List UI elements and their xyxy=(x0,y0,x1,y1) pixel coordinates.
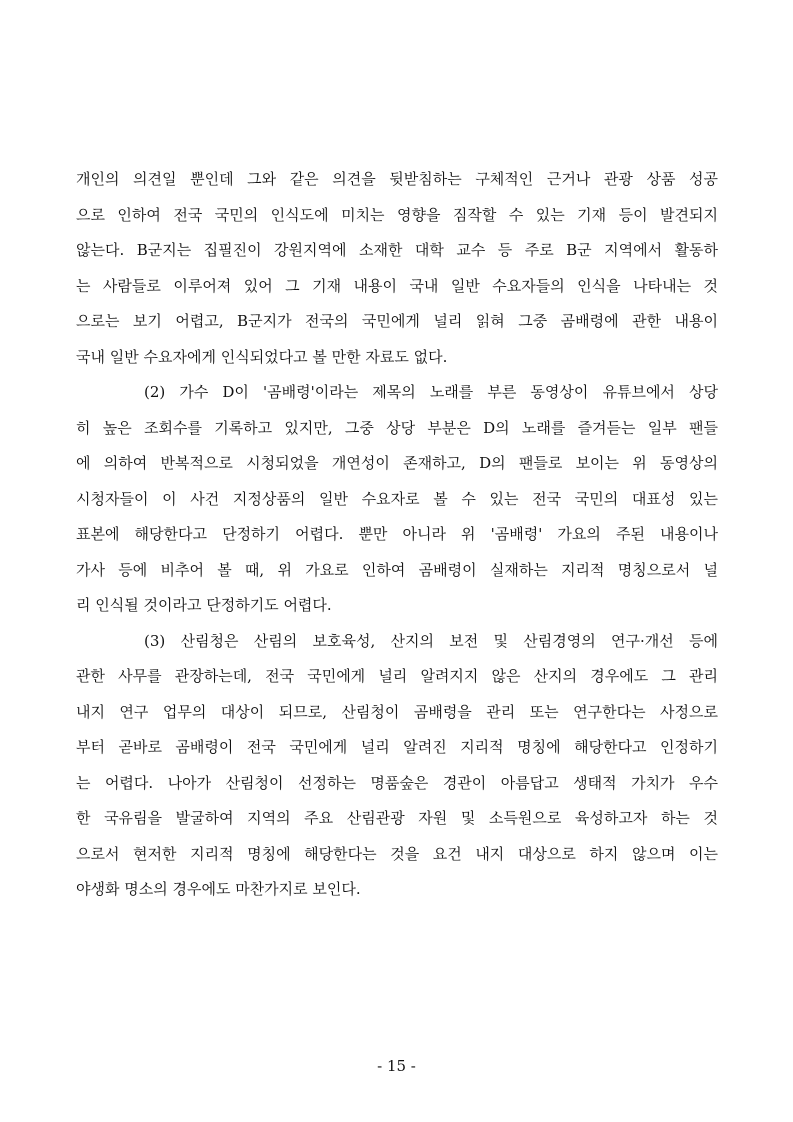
text-line: (3) 산림청은 산림의 보호육성, 산지의 보전 및 산림경영의 연구·개선 등에 xyxy=(144,631,718,650)
document-body xyxy=(76,162,718,908)
text-line: 히 높은 조회수를 기록하고 있지만, 그중 상당 부분은 D의 노래를 즐겨듣는 일부 팬들 xyxy=(76,418,718,437)
paragraph-1 xyxy=(76,162,718,375)
text-line: 않는다. B군지는 집필진이 강원지역에 소재한 대학 교수 등 주로 B군 지역에서 활동하 xyxy=(76,241,718,259)
text-line: 에 의하여 반복적으로 시청되었을 개연성이 존재하고, D의 팬들로 보이는 위 동영상의 xyxy=(76,454,718,472)
paragraph-3 xyxy=(76,624,718,908)
text-line: 으로는 보기 어렵고, B군지가 전국의 국민에게 널리 읽혀 그중 곰배령에 관한 내용이 xyxy=(76,312,718,330)
text-line: 시청자들이 이 사건 지정상품의 일반 수요자로 볼 수 있는 전국 국민의 대표성 있는 xyxy=(76,489,718,508)
text-line: (2) 가수 D이 '곰배령'이라는 제목의 노래를 부른 동영상이 유튜브에서 상당 xyxy=(144,383,718,401)
text-line: 야생화 명소의 경우에도 마찬가지로 보인다. xyxy=(76,880,361,898)
text-line: 으로 인하여 전국 국민의 인식도에 미치는 영향을 짐작할 수 있는 기재 등이 발견되지 xyxy=(76,205,718,224)
text-line: 국내 일반 수요자에게 인식되었다고 볼 만한 자료도 없다. xyxy=(76,347,448,366)
text-line: 부터 곧바로 곰배령이 전국 국민에게 널리 알려진 지리적 명칭에 해당한다고 인정하기 xyxy=(76,738,718,756)
text-line: 관한 사무를 관장하는데, 전국 국민에게 널리 알려지지 않은 산지의 경우에도 그 관리 xyxy=(76,667,718,685)
text-line: 가사 등에 비추어 볼 때, 위 가요로 인하여 곰배령이 실재하는 지리적 명칭으로서 널 xyxy=(76,560,718,579)
text-line: 는 사람들로 이루어져 있어 그 기재 내용이 국내 일반 수요자들의 인식을 나타내는 것 xyxy=(76,276,718,295)
text-line: 내지 연구 업무의 대상이 되므로, 산림청이 곰배령을 관리 또는 연구한다는 사정으로 xyxy=(76,702,718,721)
page-number: - 15 - xyxy=(377,1057,416,1075)
text-line: 표본에 해당한다고 단정하기 어렵다. 뿐만 아니라 위 '곰배령' 가요의 주된 내용이나 xyxy=(76,525,718,543)
text-line: 한 국유림을 발굴하여 지역의 주요 산림관광 자원 및 소득원으로 육성하고자 하는 것 xyxy=(76,809,718,827)
text-line: 개인의 의견일 뿐인데 그와 같은 의견을 뒷받침하는 구체적인 근거나 관광 상품 성공 xyxy=(76,170,718,188)
text-line: 는 어렵다. 나아가 산림청이 선정하는 명품숲은 경관이 아름답고 생태적 가치가 우수 xyxy=(76,773,718,792)
paragraph-2 xyxy=(76,375,718,624)
text-line: 으로서 현저한 지리적 명칭에 해당한다는 것을 요건 내지 대상으로 하지 않으며 이는 xyxy=(76,844,718,863)
text-line: 리 인식될 것이라고 단정하기도 어렵다. xyxy=(76,596,332,614)
